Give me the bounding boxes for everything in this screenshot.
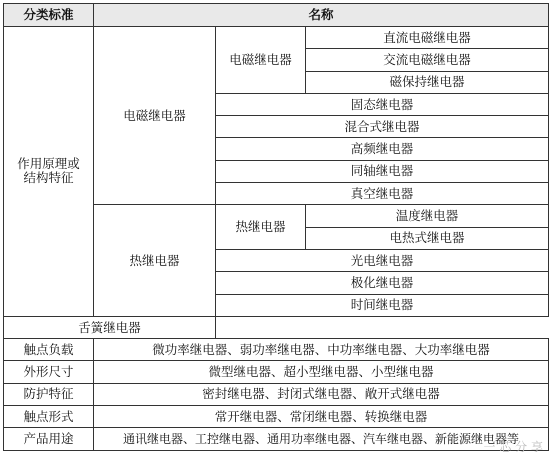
list-item: 光电继电器	[216, 249, 549, 271]
header-name: 名称	[94, 4, 549, 27]
thermal-group-label: 热继电器	[94, 205, 216, 316]
category-value: 密封继电器、封闭式继电器、敞开式继电器	[94, 383, 549, 405]
list-item: 磁保持继电器	[306, 71, 549, 93]
list-item: 固态继电器	[216, 93, 549, 115]
table-row	[4, 428, 549, 450]
electromagnetic-group-label: 电磁继电器	[94, 27, 216, 205]
list-item: 交流电磁继电器	[306, 49, 549, 71]
header-row	[4, 4, 549, 27]
category-label: 防护特征	[4, 383, 94, 405]
header-category: 分类标准	[4, 4, 94, 27]
list-item: 极化继电器	[216, 272, 549, 294]
list-item: 同轴继电器	[216, 160, 549, 182]
electromagnetic-sub-label: 电磁继电器	[216, 27, 306, 94]
list-item: 温度继电器	[306, 205, 549, 227]
list-item: 真空继电器	[216, 183, 549, 205]
category-label: 触点形式	[4, 406, 94, 428]
category-value: 常开继电器、常闭继电器、转换继电器	[94, 406, 549, 428]
category-label: 外形尺寸	[4, 361, 94, 383]
list-item: 直流电磁继电器	[306, 27, 549, 49]
relay-classification-table	[3, 3, 549, 451]
watermark: 一 芯 分 享	[483, 440, 543, 454]
category-label: 触点负载	[4, 339, 94, 361]
thermal-sub-label: 热继电器	[216, 205, 306, 250]
list-item: 舌簧继电器	[4, 316, 216, 338]
list-item: 时间继电器	[216, 294, 549, 316]
table-row	[4, 27, 549, 49]
principle-label: 作用原理或结构特征	[4, 27, 94, 317]
table-row	[4, 316, 549, 338]
category-value: 微功率继电器、弱功率继电器、中功率继电器、大功率继电器	[94, 339, 549, 361]
category-label: 产品用途	[4, 428, 94, 450]
category-value: 微型继电器、超小型继电器、小型继电器	[94, 361, 549, 383]
category-value: 通讯继电器、工控继电器、通用功率继电器、汽车继电器、新能源继电器等	[94, 428, 549, 450]
table-row	[4, 361, 549, 383]
table-row	[4, 339, 549, 361]
table-row	[4, 383, 549, 405]
table-row	[4, 406, 549, 428]
list-item: 混合式继电器	[216, 116, 549, 138]
list-item: 电热式继电器	[306, 227, 549, 249]
list-item: 高频继电器	[216, 138, 549, 160]
